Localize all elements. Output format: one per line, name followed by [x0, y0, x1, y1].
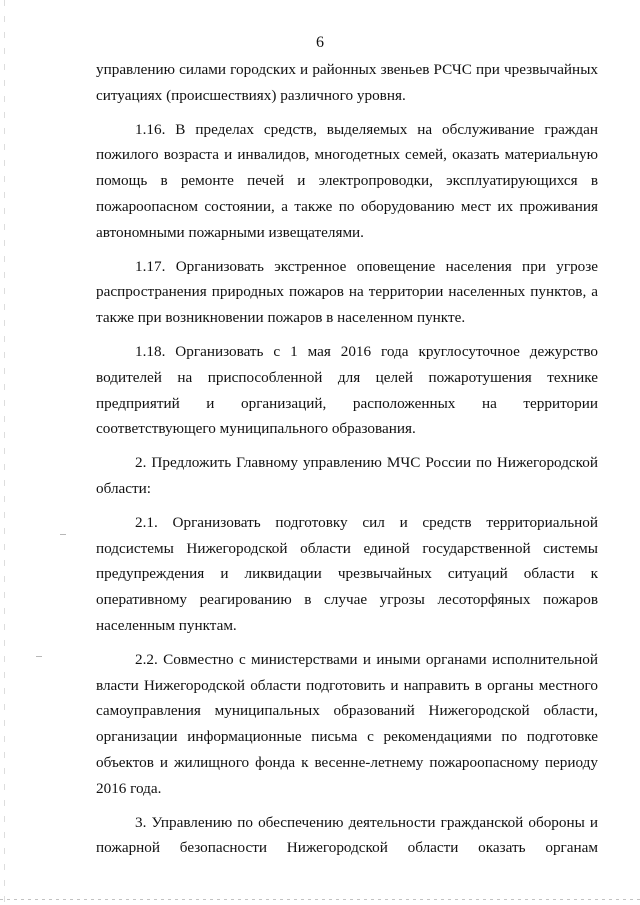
paragraph-continuation: управлению силами городских и районных звеньев РСЧС при чрезвычайных ситуациях (происшествиях) различного уровня.: [96, 61, 598, 104]
paragraph-2: 2. Предложить Главному управлению МЧС России по Нижегородской области:: [96, 454, 598, 497]
paragraph-1-16: 1.16. В пределах средств, выделяемых на обслуживание граждан пожилого возраста и инвалидов, многодетных семей, оказать материальную помощь в ремонте печей и электропроводки, эксплуатирующихся в пожароопасном состоянии, а также по оборудованию мест их проживания автономными пожарными извещателями.: [96, 120, 598, 241]
scan-mark: [60, 534, 66, 535]
scan-mark: [36, 656, 42, 657]
paragraph-1-17: 1.17. Организовать экстренное оповещение населения при угрозе распространения природных пожаров на территории населенных пунктов, а также при возникновении пожаров в населенном пункте.: [96, 257, 598, 327]
scan-edge-artifact: [4, 0, 5, 905]
paragraph-1-18: 1.18. Организовать с 1 мая 2016 года круглосуточное дежурство водителей на приспособленной для целей пожаротушения технике предприятий и организаций, расположенных на территории соответствующего муниципального образования.: [96, 342, 598, 438]
paragraph-2-1: 2.1. Организовать подготовку сил и средств территориальной подсистемы Нижегородской области единой государственной системы предупреждения и ликвидации чрезвычайных ситуаций области к оперативному реагированию в случае угрозы лесоторфяных пожаров населенным пунктам.: [96, 513, 598, 634]
page-number: 6: [316, 34, 324, 51]
document-body: [96, 57, 598, 861]
paragraph-2-2: 2.2. Совместно с министерствами и иными органами исполнительной власти Нижегородской области подготовить и направить в органы местного самоуправления муниципальных образований Нижегородской области, организации информационные письма с рекомендациями по подготовке объектов и жилищного фонда к весенне-летнему пожароопасному периоду 2016 года.: [96, 650, 598, 797]
paragraph-3: 3. Управлению по обеспечению деятельности гражданской обороны и пожарной безопасности Нижегородской области оказать органам: [96, 813, 598, 857]
scan-bottom-artifact: [0, 899, 640, 900]
